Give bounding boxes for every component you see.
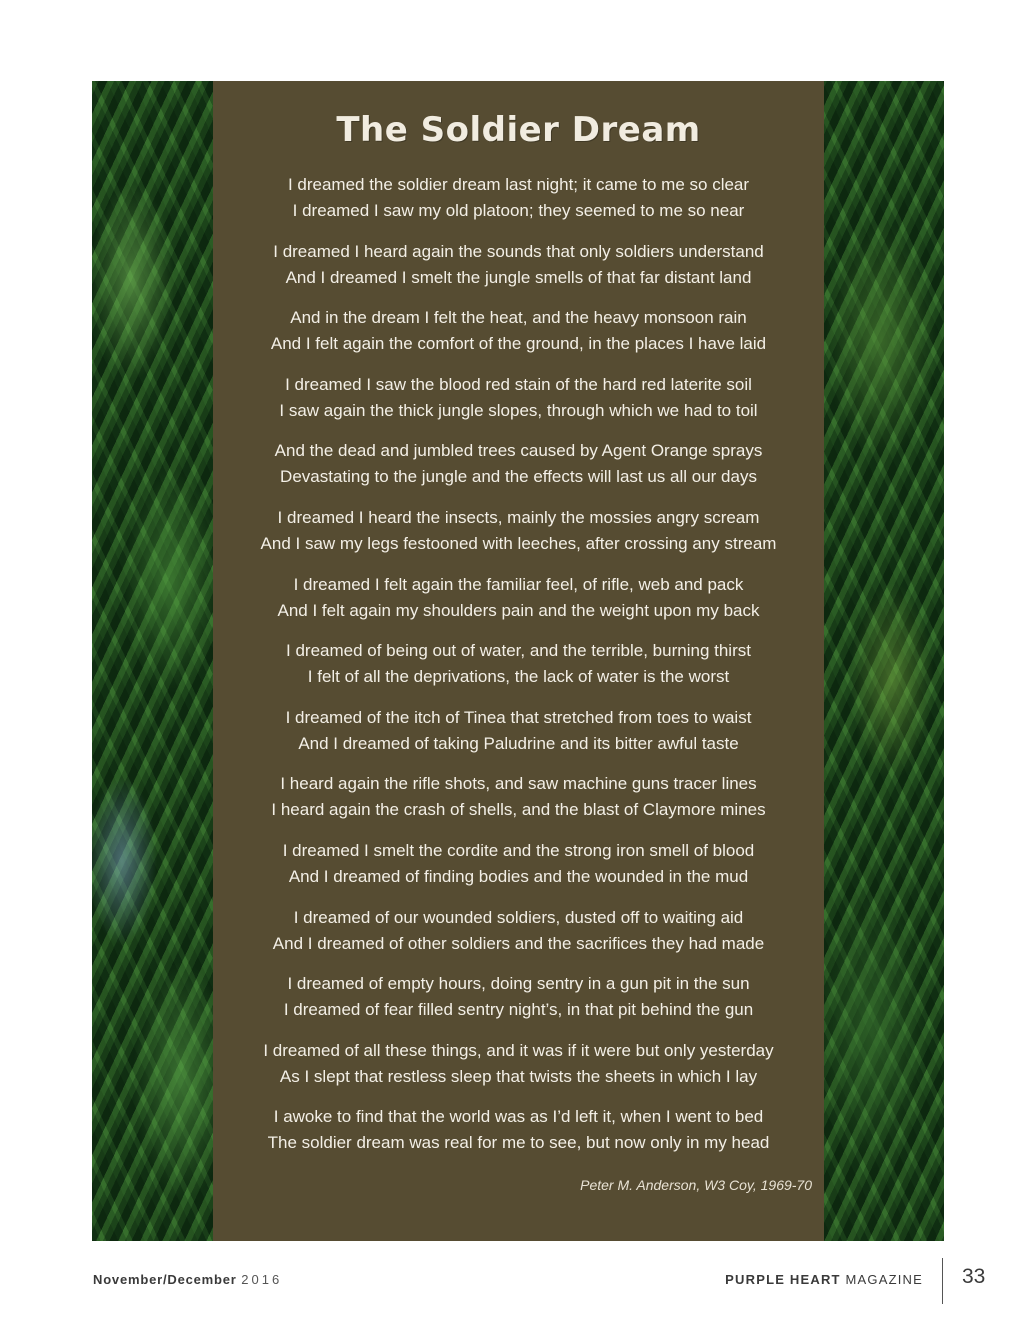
stanza bbox=[213, 372, 824, 424]
poem-line: And I dreamed of other soldiers and the sacrifices they had made bbox=[272, 933, 765, 953]
poem-line: I dreamed of empty hours, doing sentry in a gun pit in the sun bbox=[287, 974, 750, 994]
issue-date bbox=[93, 1272, 282, 1287]
stanza bbox=[213, 572, 824, 624]
stanza bbox=[213, 239, 824, 291]
stanza bbox=[213, 905, 824, 957]
poem-body bbox=[213, 172, 824, 1171]
magazine-brand: PURPLE HEART bbox=[725, 1272, 841, 1287]
poem-line: I saw again the thick jungle slopes, through which we had to toil bbox=[279, 400, 758, 420]
poem-line: I heard again the crash of shells, and the blast of Claymore mines bbox=[271, 800, 766, 820]
poem-line: And I dreamed I smelt the jungle smells of that far distant land bbox=[285, 267, 752, 287]
poem-title: The Soldier Dream bbox=[336, 110, 701, 150]
page-number: 33 bbox=[962, 1265, 986, 1288]
stanza bbox=[213, 305, 824, 357]
poem-line: Devastating to the jungle and the effects will last us all our days bbox=[280, 467, 757, 487]
poem-line: And I dreamed of finding bodies and the wounded in the mud bbox=[288, 866, 749, 886]
poem-line: I dreamed of our wounded soldiers, dusted off to waiting aid bbox=[293, 907, 744, 927]
poem-line: I dreamed I heard again the sounds that only soldiers understand bbox=[273, 241, 764, 261]
poem-line: I dreamed I saw the blood red stain of the hard red laterite soil bbox=[285, 374, 752, 394]
poem-line: I dreamed I saw my old platoon; they seemed to me so near bbox=[292, 201, 745, 220]
poem-line: And I saw my legs festooned with leeches, after crossing any stream bbox=[260, 533, 777, 553]
poem-line: I awoke to find that the world was as I’d left it, when I went to bed bbox=[273, 1107, 764, 1127]
poem-line: I felt of all the deprivations, the lack of water is the worst bbox=[307, 667, 730, 687]
issue-year: 2016 bbox=[241, 1272, 283, 1287]
poem-line: I dreamed of fear filled sentry night’s, in that pit behind the gun bbox=[283, 1000, 754, 1020]
stanza bbox=[213, 438, 824, 490]
stanza bbox=[213, 1104, 824, 1156]
magazine-name bbox=[725, 1272, 923, 1287]
poem-line: I dreamed the soldier dream last night; it came to me so clear bbox=[287, 175, 750, 194]
stanza bbox=[213, 971, 824, 1023]
poem-line: And in the dream I felt the heat, and the heavy monsoon rain bbox=[290, 308, 747, 328]
poem-line: As I slept that restless sleep that twists the sheets in which I lay bbox=[279, 1066, 758, 1086]
poem-line: I dreamed I smelt the cordite and the strong iron smell of blood bbox=[282, 840, 755, 860]
stanza bbox=[213, 705, 824, 757]
poem-line: And the dead and jumbled trees caused by Agent Orange sprays bbox=[274, 441, 763, 461]
poem-line: I dreamed of all these things, and it was if it were but only yesterday bbox=[263, 1040, 774, 1060]
poem-line: And I felt again my shoulders pain and the weight upon my back bbox=[277, 600, 760, 620]
poem-attribution: Peter M. Anderson, W3 Coy, 1969-70 bbox=[580, 1177, 812, 1193]
poem-line: I dreamed of the itch of Tinea that stretched from toes to waist bbox=[285, 707, 752, 727]
poem-line: And I felt again the comfort of the ground, in the places I have laid bbox=[270, 334, 767, 354]
poem-line: I heard again the rifle shots, and saw machine guns tracer lines bbox=[280, 774, 757, 794]
stanza bbox=[213, 1038, 824, 1090]
footer-divider bbox=[942, 1258, 943, 1304]
issue-month: November/December bbox=[93, 1272, 237, 1287]
poem-line: I dreamed of being out of water, and the terrible, burning thirst bbox=[286, 641, 751, 661]
stanza bbox=[213, 638, 824, 690]
stanza bbox=[213, 771, 824, 823]
magazine-label: MAGAZINE bbox=[845, 1272, 923, 1287]
stanza bbox=[213, 505, 824, 557]
poem-line: I dreamed I felt again the familiar feel, of rifle, web and pack bbox=[293, 574, 744, 594]
poem-line: I dreamed I heard the insects, mainly the mossies angry scream bbox=[277, 507, 760, 527]
stanza bbox=[213, 838, 824, 890]
poem-line: The soldier dream was real for me to see, but now only in my head bbox=[267, 1133, 770, 1153]
poem-line: And I dreamed of taking Paludrine and its bitter awful taste bbox=[298, 733, 739, 753]
stanza bbox=[213, 172, 824, 224]
